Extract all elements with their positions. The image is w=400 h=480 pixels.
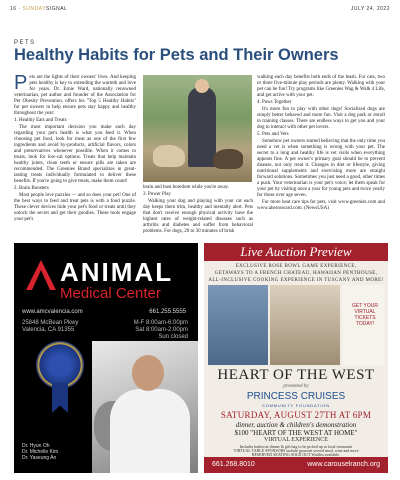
ad-footer-phone: 661.268.8010 (212, 461, 255, 468)
article-paragraph: Walking your dog and playing with your cat each day keeps them trim, healthy and mentally alert. Pets that don't receive enough physical activity have the highest rates of weight-related diseases such as arthritis and diabetes and suffer from behavioral problems. For dogs, 20 to 30 minutes of brisk (143, 199, 253, 234)
ad-ticket-callout[interactable]: GET YOUR VIRTUAL TICKETS TODAY! (352, 303, 378, 327)
ad-event-title: HEART OF THE WEST (217, 367, 375, 383)
page-number: 16 (10, 6, 17, 12)
section-label: PETS (14, 40, 36, 46)
drop-cap: P (14, 72, 28, 94)
ad-image-stadium (208, 285, 268, 365)
page-folio: 16 · SUNDAYSIGNAL (10, 6, 68, 12)
article-paragraph: It's more fun to play with other dogs! Socialized dogs are simply better behaved and more fun. Visit a dog park or enroll in training classes. There are endless ways to get you and your dog to interact with other pet lovers. (257, 107, 385, 130)
photo-dog-dark (213, 149, 243, 169)
article-subhead: 3. Power Play (143, 192, 171, 197)
ad-fine-print-2: VIRTUAL TABLE SPONSORS include gourmet served meal, wine and more (233, 448, 359, 453)
ad-fine-print-1: Includes barbecue dinner & gift bag to be picked up at local restaurant (239, 444, 353, 449)
article-column-2 (143, 185, 253, 234)
article-credit: For more heat care tips for pets, visit www.greenies.com and www.ahernsward.com. (NewsUSA) (257, 200, 385, 211)
ad-event-date: SATURDAY, AUGUST 27TH AT 6PM (220, 410, 372, 420)
ad-photo-vet-body (110, 389, 190, 473)
article-paragraph: The most important decision you make each day regarding your pet's health is what you feed it. When choosing pet food, look for meat as one of the first few ingredients and avoid by-products, artificial flavors, colors and preservatives whenever possible. When it comes to treats, look for low-cal options. Treats that help maintain healthy joints, clean teeth or ensure pills are taken are recommended. The Greenies Brand specializes in great-tasting treats individually formulated to deliver these benefits. If you're going to give treats, make them count! (14, 125, 136, 184)
ad-hours-sunday: Sun closed (158, 334, 188, 340)
ad-footer-bar (204, 457, 388, 473)
heart-of-the-west-ad[interactable] (204, 243, 388, 473)
ad-doctor-name: Dr. Michelle Kim (22, 449, 59, 455)
ad-price-sub: VIRTUAL EXPERIENCE (264, 437, 328, 443)
ad-fine-print-3: RESERVED SEATING SOLD OUT Waitlist available. (251, 452, 341, 457)
ad-brand-sub: Medical Center (60, 285, 161, 302)
ad-hours-weekday: M-F 8:00am-6:00pm (133, 320, 188, 326)
ad-banner-title: Live Auction Preview (204, 243, 388, 261)
article-subhead: 2. Brain Boosters (14, 186, 49, 191)
ad-image-chateau (270, 285, 340, 365)
ad-hours-saturday: Sat 8:00am-2:00pm (135, 327, 188, 333)
ad-sponsor-name: PRINCESS CRUISES (246, 391, 346, 402)
paper-brand: SUNDAY (22, 6, 46, 12)
ad-address-line-1: 25848 McBean Pkwy (22, 320, 79, 326)
ad-doctor-list (22, 443, 58, 461)
ad-sponsor-sub: COMMUNITY FOUNDATION (262, 403, 330, 408)
ad-prize-line-3: ALL-INCLUSIVE COOKING EXPERIENCE IN TUSCANY AND MORE! (208, 278, 384, 283)
page-header (10, 6, 390, 16)
photo-dog-light (153, 145, 185, 167)
paper-name: SIGNAL (45, 6, 68, 12)
article-subhead: 1. Healthy Eats and Treats (14, 118, 67, 123)
ad-doctor-name: Dr. Hyun Oh (22, 443, 50, 449)
ad-address-line-2: Valencia, CA 91355 (22, 327, 75, 333)
photo-person-head (195, 79, 209, 93)
article-subhead: 5. Pets and Vets (257, 132, 289, 137)
ad-website[interactable]: www.amcvalencia.com (22, 309, 83, 315)
article-paragraph: Somehow pet owners started believing that the only time you need a vet is when something is wrong with your pet. The secret to a long and healthy life is vet visits when everything appears fine. A pet owner's primary goal should be to prevent disease, not only treat it. Changes in diet or lifestyle, giving nutritional supplements and exercising more are straight forward solutions. Sometimes you just need a good, other times a push. Your veterinarian is your pet's voice; let them speak for your pet by visiting once a year for young pets and twice yearly for those over age seven. (257, 139, 385, 198)
article-subhead: 4. Paws Together (257, 100, 292, 105)
article-paragraph: Pets are the lights of their owners' lives. And keeping pets healthy is key to extending the warmth and love for years. Dr. Ernie Ward, nationally renowned veterinarian, pet author and founder of the Association for Pet Obesity Prevention, offers his "Top 5 Healthy Habits" for pet owners to help ensure pets stay happy and healthy throughout the year: (14, 72, 136, 116)
photo-person (188, 87, 216, 167)
issue-date: JULY 24, 2022 (350, 6, 390, 12)
article-column-3 (257, 75, 385, 227)
article-column-1 (14, 72, 136, 225)
article-paragraph: walking each day benefits both ends of the leash. For cats, two or three five-minute play periods are plenty. Walking with your pet can be fun! Try programs like Greenies Wag & Walk 4 Life, and get active with your pet. (257, 75, 385, 98)
article-headline: Healthy Habits for Pets and Their Owners (14, 46, 339, 64)
ad-doctor-name: Dr. Yaseung An (22, 455, 57, 461)
award-ribbon-icon (36, 341, 84, 389)
animal-logo-icon (24, 258, 58, 292)
ad-prize-line-1: EXCLUSIVE ROSE BOWL GAME EXPERIENCE, (235, 264, 357, 269)
ad-event-tagline: dinner, auction & children's demonstration (235, 421, 357, 429)
ad-brand-name: ANIMAL (60, 257, 174, 287)
article-paragraph: Most people love puzzles — and so does your pet! One of the best ways to feed and treat pets is with a food puzzle. These clever devices hide your pet's food or treats until they unlock the secret and get their goodies. These tools engage your pet's (14, 193, 136, 222)
award-ribbon-tail-icon (52, 383, 68, 413)
ad-price: $100 "HEART OF THE WEST AT HOME" (234, 429, 358, 437)
ad-footer-website[interactable]: www.carouselranch.org (307, 461, 380, 468)
ad-photo-vet-head (132, 355, 164, 391)
ad-phone: 661.255.5555 (149, 309, 186, 315)
article-paragraph: brain and bust boredom while you're away. (143, 185, 229, 190)
ad-presented-by: presented by (283, 384, 309, 389)
animal-medical-center-ad[interactable] (14, 243, 198, 473)
ad-photo-vet-with-dog (92, 341, 198, 473)
article-photo-dogs (143, 75, 252, 182)
ad-prize-line-2: GETAWAYS TO A FRENCH CHATEAU, HAWAIIAN PENTHOUSE, (214, 271, 378, 276)
